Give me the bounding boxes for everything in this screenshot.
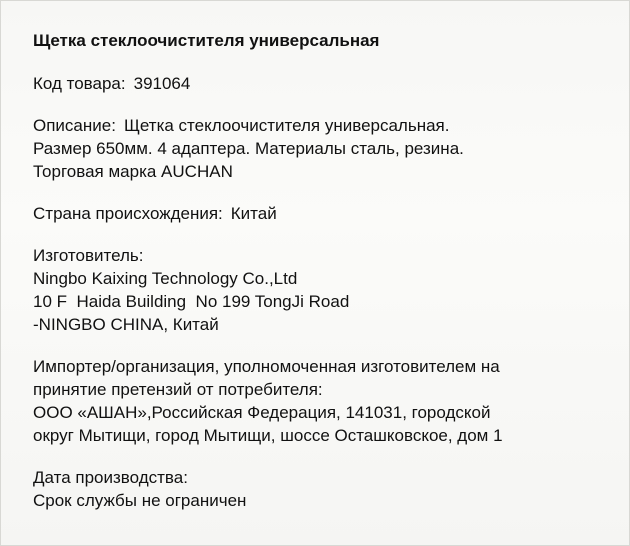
description-label: Описание: — [33, 116, 116, 135]
product-code-line — [33, 72, 610, 95]
description-section — [33, 114, 610, 183]
origin-line — [33, 202, 610, 225]
product-code-label: Код товара: — [33, 74, 126, 93]
production-date-label: Дата производства: — [33, 468, 188, 487]
manufacturer-section — [33, 244, 610, 336]
importer-line-2: принятие претензий от потребителя: — [33, 380, 323, 399]
product-title: Щетка стеклоочистителя универсальная — [33, 31, 380, 50]
description-line-2: Размер 650мм. 4 адаптера. Материалы сталь, резина. — [33, 139, 464, 158]
manufacturer-line-1: Ningbo Kaixing Technology Co.,Ltd — [33, 269, 298, 288]
importer-line-3: ООО «АШАН»,Российская Федерация, 141031, городской — [33, 403, 491, 422]
product-code-section — [33, 72, 610, 95]
manufacturer-label: Изготовитель: — [33, 246, 144, 265]
origin-value: Китай — [230, 204, 277, 223]
label-content — [33, 30, 610, 531]
manufacturer-line-3: -NINGBO CHINA, Китай — [33, 315, 219, 334]
importer-line-4: округ Мытищи, город Мытищи, шоссе Осташковское, дом 1 — [33, 426, 503, 445]
production-section — [33, 466, 610, 512]
service-life-text: Срок службы не ограничен — [33, 491, 247, 510]
description-line-3: Торговая марка AUCHAN — [33, 162, 233, 181]
importer-line-1: Импортер/организация, уполномоченная изготовителем на — [33, 357, 500, 376]
product-code-value: 391064 — [133, 74, 191, 93]
importer-section — [33, 355, 610, 447]
manufacturer-line-2: 10 F Haida Building No 199 TongJi Road — [33, 292, 350, 311]
origin-label: Страна происхождения: — [33, 204, 223, 223]
origin-section — [33, 202, 610, 225]
description-text: Щетка стеклоочистителя универсальная. — [123, 116, 450, 135]
description-line-1 — [33, 114, 610, 137]
